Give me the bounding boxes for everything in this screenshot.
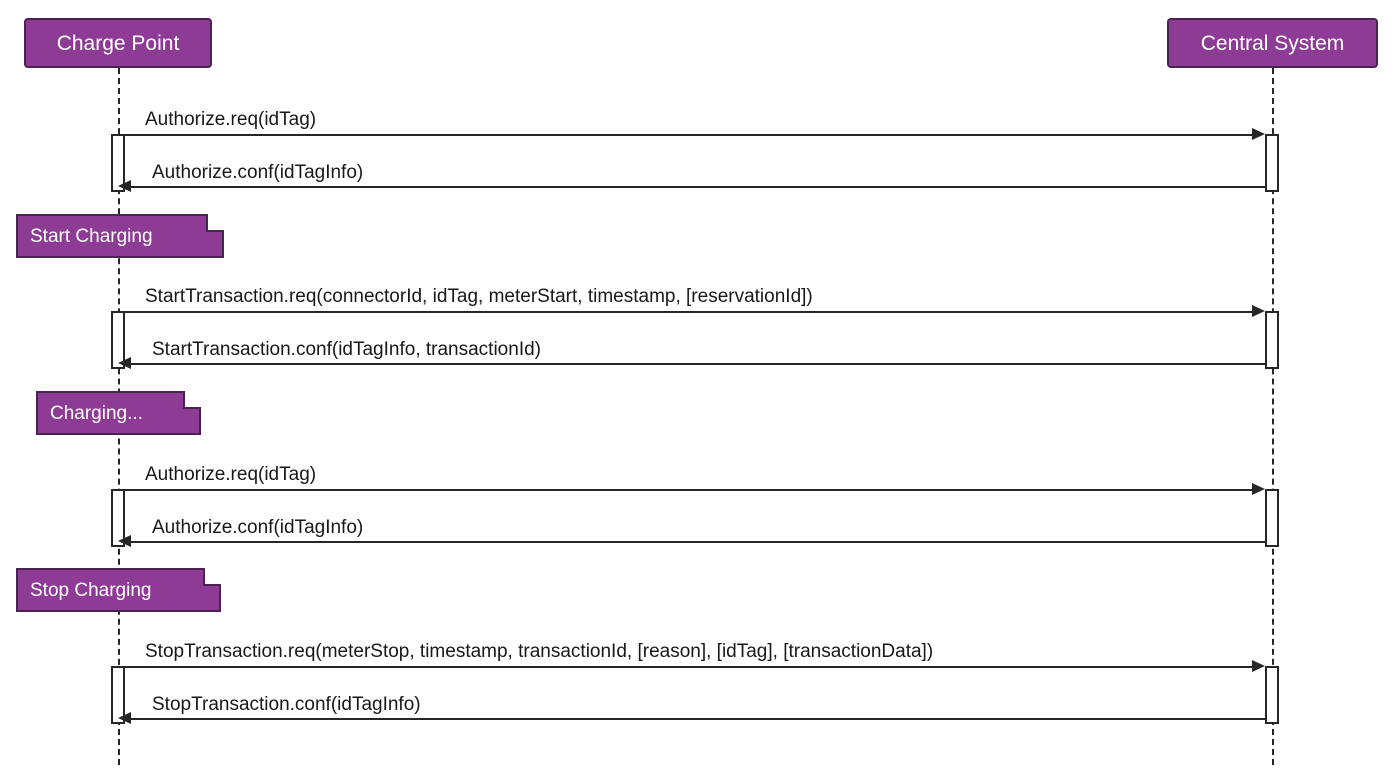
arrow-head-right-icon: [1252, 660, 1265, 672]
note-label: Start Charging: [30, 225, 153, 247]
message-arrow: [125, 311, 1260, 313]
message-label: Authorize.conf(idTagInfo): [152, 517, 364, 538]
arrow-head-left-icon: [118, 180, 131, 192]
note-fold-icon: [183, 391, 201, 409]
note-label: Charging...: [50, 402, 143, 424]
arrow-head-right-icon: [1252, 128, 1265, 140]
participant-label: Central System: [1200, 31, 1345, 55]
activation-bar: [1265, 311, 1279, 369]
participant-label: Charge Point: [56, 31, 180, 55]
note-label: Stop Charging: [30, 579, 152, 601]
message-label: StopTransaction.req(meterStop, timestamp, transactionId, [reason], [idTag], [transactionData]): [145, 641, 934, 662]
activation-bar: [1265, 666, 1279, 724]
activation-bar: [1265, 489, 1279, 547]
message-label: Authorize.req(idTag): [145, 464, 317, 485]
message-label: StartTransaction.req(connectorId, idTag, meterStart, timestamp, [reservationId]): [145, 286, 813, 307]
arrow-head-left-icon: [118, 357, 131, 369]
message-arrow: [131, 718, 1265, 720]
message-arrow: [125, 489, 1260, 491]
participant-central-system: [1167, 18, 1378, 68]
arrow-head-left-icon: [118, 712, 131, 724]
arrow-head-left-icon: [118, 535, 131, 547]
message-label: StopTransaction.conf(idTagInfo): [152, 694, 421, 715]
note-fold-icon: [203, 568, 221, 586]
message-arrow: [131, 363, 1265, 365]
note-stop-charging: [16, 568, 221, 612]
message-arrow: [125, 666, 1260, 668]
message-arrow: [125, 134, 1260, 136]
arrow-head-right-icon: [1252, 483, 1265, 495]
note-start-charging: [16, 214, 224, 258]
activation-bar: [1265, 134, 1279, 192]
arrow-head-right-icon: [1252, 305, 1265, 317]
message-arrow: [131, 541, 1265, 543]
message-label: Authorize.conf(idTagInfo): [152, 162, 364, 183]
message-arrow: [131, 186, 1265, 188]
participant-charge-point: [24, 18, 212, 68]
message-label: Authorize.req(idTag): [145, 109, 317, 130]
note-charging: [36, 391, 201, 435]
note-fold-icon: [206, 214, 224, 232]
message-label: StartTransaction.conf(idTagInfo, transactionId): [152, 339, 541, 360]
